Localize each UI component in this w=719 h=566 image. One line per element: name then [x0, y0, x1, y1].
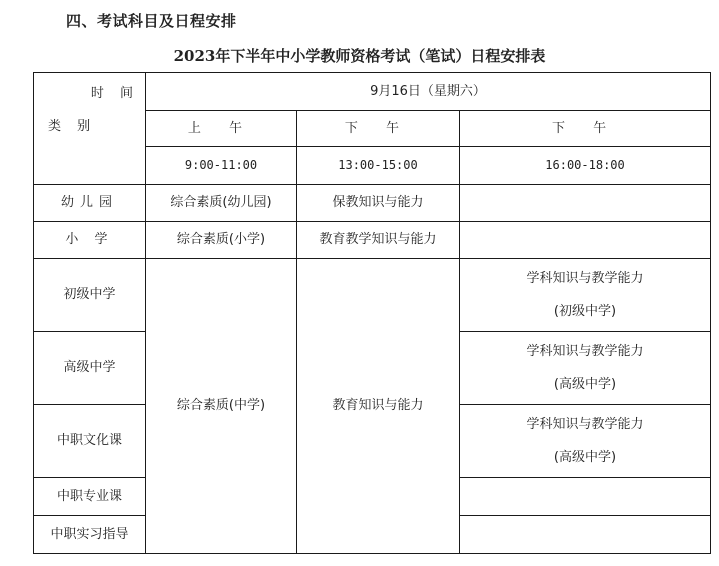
table-row [34, 222, 711, 259]
cell-kindergarten-s2: 保教知识与能力 [297, 185, 460, 222]
cell-vocational-culture-s3-level: (高级中学) [553, 449, 617, 465]
session-time-morning: 9:00-11:00 [146, 147, 297, 185]
category-vocational-culture: 中职文化课 [34, 405, 146, 478]
time-label: 时 间 [90, 86, 139, 101]
category-junior: 初级中学 [34, 259, 146, 332]
cell-junior-s3-level: (初级中学) [553, 303, 617, 319]
cell-kindergarten-s1: 综合素质(幼儿园) [146, 185, 297, 222]
cell-secondary-s1: 综合素质(中学) [146, 259, 297, 554]
category-vocational-practice: 中职实习指导 [34, 516, 146, 554]
session-time-afternoon-2: 16:00-18:00 [460, 147, 711, 185]
cell-senior-s3 [460, 332, 711, 405]
schedule-table [33, 72, 711, 554]
cell-kindergarten-s3 [460, 185, 711, 222]
exam-date: 9月16日（星期六） [146, 73, 711, 111]
cell-vocational-culture-s3-subject: 学科知识与教学能力 [526, 416, 644, 432]
session-label-afternoon-2: 下 午 [460, 111, 711, 147]
table-title: 2023年下半年中小学教师资格考试（笔试）日程安排表 [173, 47, 546, 65]
session-time-afternoon-1: 13:00-15:00 [297, 147, 460, 185]
cell-primary-s2: 教育教学知识与能力 [297, 222, 460, 259]
session-label-morning: 上 午 [146, 111, 297, 147]
category-senior: 高级中学 [34, 332, 146, 405]
table-row [34, 185, 711, 222]
cell-vocational-major-s3 [460, 478, 711, 516]
cell-primary-s3 [460, 222, 711, 259]
header-corner-cell [34, 73, 146, 185]
cell-senior-s3-level: (高级中学) [553, 376, 617, 392]
cell-senior-s3-subject: 学科知识与教学能力 [526, 343, 644, 359]
category-kindergarten: 幼儿园 [34, 185, 146, 222]
cell-vocational-practice-s3 [460, 516, 711, 554]
cell-primary-s1: 综合素质(小学) [146, 222, 297, 259]
category-vocational-major: 中职专业课 [34, 478, 146, 516]
section-heading: 四、考试科目及日程安排 [66, 12, 237, 30]
session-label-afternoon-1: 下 午 [297, 111, 460, 147]
cell-junior-s3 [460, 259, 711, 332]
category-label: 类 别 [48, 119, 97, 135]
category-primary: 小 学 [34, 222, 146, 259]
table-row [34, 259, 711, 332]
cell-junior-s3-subject: 学科知识与教学能力 [526, 270, 644, 286]
cell-vocational-culture-s3 [460, 405, 711, 478]
cell-secondary-s2: 教育知识与能力 [297, 259, 460, 554]
